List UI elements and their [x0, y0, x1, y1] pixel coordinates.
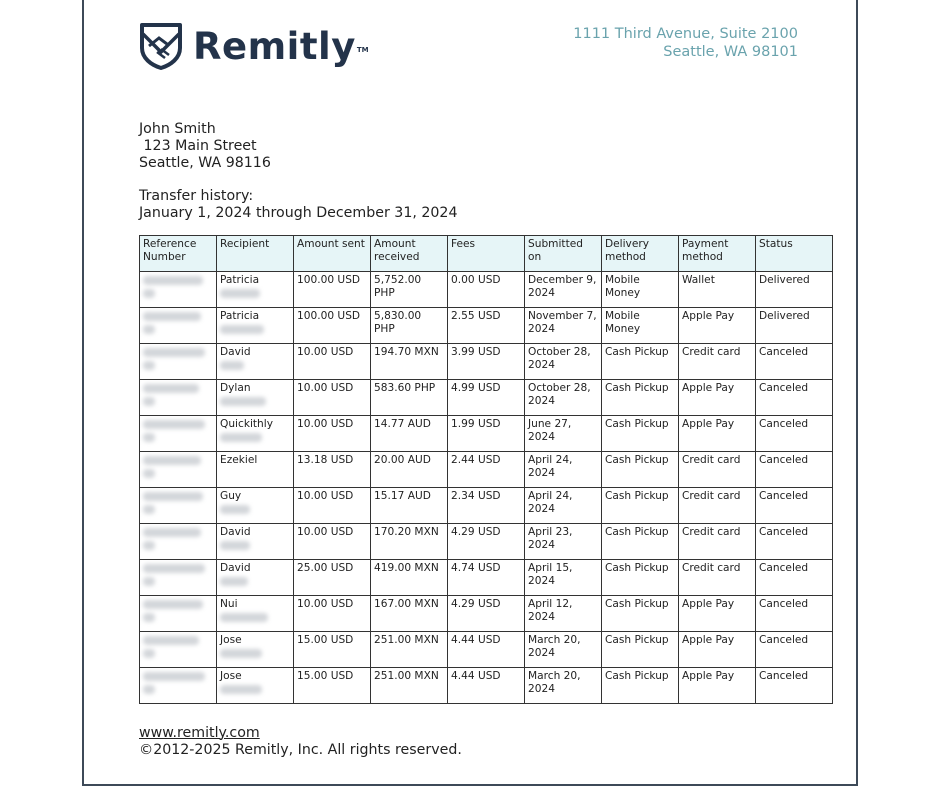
- redacted-surname: [220, 577, 248, 586]
- amount-received-text: 583.60 PHP: [374, 382, 436, 394]
- recipient-text: Jose: [220, 670, 242, 682]
- status-text: Canceled: [759, 382, 809, 394]
- payment-method-text: Apple Pay: [682, 598, 735, 610]
- reference-cell: [140, 560, 217, 596]
- submitted-text: March 20, 2024: [528, 670, 581, 695]
- payment-method-text: Apple Pay: [682, 382, 735, 394]
- reference-cell: [140, 308, 217, 344]
- delivery-method-cell: [602, 524, 679, 560]
- amount-sent-cell: [294, 596, 371, 632]
- header-delivery: Delivery method: [602, 236, 679, 272]
- status-text: Canceled: [759, 454, 809, 466]
- status-cell: [756, 668, 833, 704]
- header-reference: Reference Number: [140, 236, 217, 272]
- redacted-reference: [143, 564, 205, 573]
- amount-received-cell: [371, 524, 448, 560]
- fees-text: 4.99 USD: [451, 382, 501, 394]
- table-row: [140, 596, 833, 632]
- reference-cell: [140, 380, 217, 416]
- recipient-text: Patricia: [220, 274, 260, 286]
- amount-received-text: 5,830.00 PHP: [374, 310, 422, 335]
- delivery-method-cell: [602, 308, 679, 344]
- payment-method-text: Credit card: [682, 454, 741, 466]
- submitted-text: December 9, 2024: [528, 274, 597, 299]
- recipient-cell: [217, 308, 294, 344]
- amount-sent-text: 15.00 USD: [297, 670, 354, 682]
- submitted-cell: [525, 560, 602, 596]
- fees-text: 4.44 USD: [451, 634, 501, 646]
- redacted-reference: [143, 433, 155, 442]
- redacted-reference: [143, 613, 155, 622]
- fees-cell: [448, 308, 525, 344]
- fees-cell: [448, 668, 525, 704]
- status-cell: [756, 344, 833, 380]
- reference-cell: [140, 596, 217, 632]
- redacted-surname: [220, 325, 264, 334]
- fees-text: 1.99 USD: [451, 418, 501, 430]
- company-address-line1: 1111 Third Avenue, Suite 2100: [573, 26, 798, 42]
- amount-sent-text: 13.18 USD: [297, 454, 354, 466]
- amount-received-cell: [371, 272, 448, 308]
- amount-sent-cell: [294, 632, 371, 668]
- fees-text: 4.44 USD: [451, 670, 501, 682]
- fees-cell: [448, 380, 525, 416]
- recipient-cell: [217, 380, 294, 416]
- redacted-reference: [143, 636, 199, 645]
- redacted-surname: [220, 289, 260, 298]
- redacted-surname: [220, 649, 262, 658]
- copyright-text: ©2012-2025 Remitly, Inc. All rights reserved.: [139, 742, 462, 758]
- submitted-cell: [525, 488, 602, 524]
- reference-cell: [140, 272, 217, 308]
- amount-sent-text: 10.00 USD: [297, 346, 354, 358]
- transfer-table: [139, 235, 833, 704]
- amount-received-text: 167.00 MXN: [374, 598, 439, 610]
- fees-cell: [448, 524, 525, 560]
- amount-sent-text: 10.00 USD: [297, 418, 354, 430]
- header-payment: Payment method: [679, 236, 756, 272]
- customer-address: [139, 121, 271, 172]
- submitted-cell: [525, 380, 602, 416]
- table-row: [140, 632, 833, 668]
- fees-cell: [448, 632, 525, 668]
- status-text: Canceled: [759, 346, 809, 358]
- delivery-method-text: Cash Pickup: [605, 598, 669, 610]
- amount-received-text: 20.00 AUD: [374, 454, 431, 466]
- status-cell: [756, 308, 833, 344]
- payment-method-cell: [679, 488, 756, 524]
- brand-name: Remitly: [193, 24, 356, 68]
- table-row: [140, 488, 833, 524]
- payment-method-cell: [679, 344, 756, 380]
- payment-method-text: Apple Pay: [682, 418, 735, 430]
- recipient-text: Quickithly: [220, 418, 273, 430]
- amount-received-text: 251.00 MXN: [374, 670, 439, 682]
- payment-method-cell: [679, 668, 756, 704]
- amount-sent-text: 15.00 USD: [297, 634, 354, 646]
- submitted-text: April 12, 2024: [528, 598, 573, 623]
- redacted-reference: [143, 361, 155, 370]
- history-title: Transfer history:: [139, 188, 254, 204]
- submitted-text: October 28, 2024: [528, 346, 591, 371]
- delivery-method-cell: [602, 272, 679, 308]
- header-fees: Fees: [448, 236, 525, 272]
- payment-method-text: Apple Pay: [682, 634, 735, 646]
- header-recipient: Recipient: [217, 236, 294, 272]
- reference-cell: [140, 344, 217, 380]
- delivery-method-text: Cash Pickup: [605, 562, 669, 574]
- amount-sent-text: 25.00 USD: [297, 562, 354, 574]
- redacted-reference: [143, 289, 155, 298]
- recipient-cell: [217, 488, 294, 524]
- delivery-method-cell: [602, 668, 679, 704]
- recipient-cell: [217, 272, 294, 308]
- redacted-reference: [143, 672, 205, 681]
- delivery-method-text: Cash Pickup: [605, 346, 669, 358]
- delivery-method-text: Cash Pickup: [605, 670, 669, 682]
- redacted-reference: [143, 456, 201, 465]
- status-text: Canceled: [759, 634, 809, 646]
- recipient-text: Ezekiel: [220, 454, 258, 466]
- redacted-reference: [143, 384, 199, 393]
- amount-sent-cell: [294, 344, 371, 380]
- delivery-method-text: Cash Pickup: [605, 526, 669, 538]
- table-header-row: [140, 236, 833, 272]
- submitted-cell: [525, 596, 602, 632]
- payment-method-text: Apple Pay: [682, 310, 735, 322]
- submitted-text: November 7, 2024: [528, 310, 597, 335]
- payment-method-cell: [679, 380, 756, 416]
- redacted-reference: [143, 528, 201, 537]
- amount-received-text: 170.20 MXN: [374, 526, 439, 538]
- recipient-text: Dylan: [220, 382, 251, 394]
- delivery-method-text: Mobile Money: [605, 310, 641, 335]
- amount-sent-cell: [294, 524, 371, 560]
- fees-cell: [448, 416, 525, 452]
- delivery-method-cell: [602, 632, 679, 668]
- recipient-text: Patricia: [220, 310, 260, 322]
- redacted-surname: [220, 397, 266, 406]
- status-text: Canceled: [759, 526, 809, 538]
- header-amount-received: Amount received: [371, 236, 448, 272]
- amount-received-text: 251.00 MXN: [374, 634, 439, 646]
- delivery-method-cell: [602, 416, 679, 452]
- recipient-cell: [217, 560, 294, 596]
- redacted-reference: [143, 469, 155, 478]
- fees-text: 2.55 USD: [451, 310, 501, 322]
- amount-received-cell: [371, 452, 448, 488]
- status-text: Canceled: [759, 490, 809, 502]
- amount-sent-cell: [294, 272, 371, 308]
- table-row: [140, 308, 833, 344]
- payment-method-text: Apple Pay: [682, 670, 735, 682]
- recipient-text: Nui: [220, 598, 238, 610]
- submitted-text: April 24, 2024: [528, 454, 573, 479]
- amount-received-cell: [371, 344, 448, 380]
- redacted-reference: [143, 397, 155, 406]
- amount-received-cell: [371, 416, 448, 452]
- recipient-cell: [217, 416, 294, 452]
- reference-cell: [140, 524, 217, 560]
- company-address-line2: Seattle, WA 98101: [663, 44, 798, 60]
- reference-cell: [140, 416, 217, 452]
- payment-method-cell: [679, 524, 756, 560]
- header-submitted: Submitted on: [525, 236, 602, 272]
- amount-received-text: 5,752.00 PHP: [374, 274, 422, 299]
- redacted-reference: [143, 276, 203, 285]
- amount-received-cell: [371, 380, 448, 416]
- delivery-method-text: Cash Pickup: [605, 490, 669, 502]
- delivery-method-text: Cash Pickup: [605, 382, 669, 394]
- status-cell: [756, 452, 833, 488]
- amount-received-cell: [371, 632, 448, 668]
- status-cell: [756, 272, 833, 308]
- amount-sent-text: 100.00 USD: [297, 310, 361, 322]
- reference-cell: [140, 632, 217, 668]
- amount-received-text: 194.70 MXN: [374, 346, 439, 358]
- submitted-text: June 27, 2024: [528, 418, 572, 443]
- fees-text: 4.29 USD: [451, 526, 501, 538]
- redacted-surname: [220, 541, 250, 550]
- table-row: [140, 380, 833, 416]
- status-cell: [756, 524, 833, 560]
- status-text: Canceled: [759, 562, 809, 574]
- fees-text: 3.99 USD: [451, 346, 501, 358]
- redacted-reference: [143, 312, 201, 321]
- status-cell: [756, 632, 833, 668]
- delivery-method-cell: [602, 344, 679, 380]
- history-heading: [139, 188, 457, 222]
- redacted-surname: [220, 505, 250, 514]
- payment-method-cell: [679, 560, 756, 596]
- status-cell: [756, 560, 833, 596]
- submitted-text: April 24, 2024: [528, 490, 573, 515]
- redacted-reference: [143, 541, 155, 550]
- status-cell: [756, 488, 833, 524]
- table-row: [140, 452, 833, 488]
- recipient-text: Jose: [220, 634, 242, 646]
- fees-cell: [448, 344, 525, 380]
- amount-received-text: 15.17 AUD: [374, 490, 431, 502]
- payment-method-text: Credit card: [682, 526, 741, 538]
- customer-street: 123 Main Street: [139, 138, 257, 154]
- status-text: Canceled: [759, 598, 809, 610]
- reference-cell: [140, 668, 217, 704]
- table-body: [140, 272, 833, 704]
- redacted-reference: [143, 492, 203, 501]
- amount-received-cell: [371, 668, 448, 704]
- amount-received-cell: [371, 488, 448, 524]
- table-row: [140, 272, 833, 308]
- amount-sent-text: 100.00 USD: [297, 274, 361, 286]
- redacted-surname: [220, 613, 268, 622]
- submitted-text: March 20, 2024: [528, 634, 581, 659]
- header-amount-sent: Amount sent: [294, 236, 371, 272]
- header-status: Status: [756, 236, 833, 272]
- redacted-surname: [220, 685, 262, 694]
- fees-text: 4.74 USD: [451, 562, 501, 574]
- recipient-cell: [217, 524, 294, 560]
- payment-method-cell: [679, 452, 756, 488]
- status-text: Canceled: [759, 670, 809, 682]
- table-row: [140, 668, 833, 704]
- recipient-text: Guy: [220, 490, 242, 502]
- statement-page: [82, 0, 858, 786]
- amount-sent-text: 10.00 USD: [297, 526, 354, 538]
- fees-cell: [448, 272, 525, 308]
- delivery-method-text: Cash Pickup: [605, 418, 669, 430]
- table-row: [140, 560, 833, 596]
- amount-sent-cell: [294, 560, 371, 596]
- customer-name: John Smith: [139, 121, 216, 137]
- fees-cell: [448, 488, 525, 524]
- fees-text: 0.00 USD: [451, 274, 501, 286]
- submitted-text: April 23, 2024: [528, 526, 573, 551]
- delivery-method-cell: [602, 596, 679, 632]
- submitted-cell: [525, 272, 602, 308]
- payment-method-cell: [679, 308, 756, 344]
- recipient-text: David: [220, 562, 251, 574]
- redacted-reference: [143, 649, 155, 658]
- submitted-cell: [525, 416, 602, 452]
- table-row: [140, 344, 833, 380]
- recipient-text: David: [220, 346, 251, 358]
- submitted-cell: [525, 344, 602, 380]
- amount-sent-text: 10.00 USD: [297, 382, 354, 394]
- payment-method-cell: [679, 416, 756, 452]
- fees-text: 2.34 USD: [451, 490, 501, 502]
- redacted-reference: [143, 325, 155, 334]
- amount-sent-cell: [294, 416, 371, 452]
- amount-received-cell: [371, 596, 448, 632]
- submitted-cell: [525, 524, 602, 560]
- recipient-cell: [217, 668, 294, 704]
- status-cell: [756, 380, 833, 416]
- trademark-mark: TM: [356, 46, 369, 54]
- recipient-text: David: [220, 526, 251, 538]
- delivery-method-cell: [602, 560, 679, 596]
- status-text: Canceled: [759, 418, 809, 430]
- payment-method-text: Credit card: [682, 562, 741, 574]
- redacted-surname: [220, 433, 262, 442]
- status-cell: [756, 416, 833, 452]
- table-row: [140, 416, 833, 452]
- remitly-logo: [139, 22, 369, 70]
- customer-city: Seattle, WA 98116: [139, 155, 271, 171]
- footer: [139, 725, 462, 759]
- delivery-method-text: Mobile Money: [605, 274, 641, 299]
- payment-method-cell: [679, 632, 756, 668]
- status-cell: [756, 596, 833, 632]
- recipient-cell: [217, 344, 294, 380]
- amount-received-cell: [371, 308, 448, 344]
- delivery-method-text: Cash Pickup: [605, 454, 669, 466]
- submitted-cell: [525, 452, 602, 488]
- redacted-reference: [143, 420, 205, 429]
- history-range: January 1, 2024 through December 31, 2024: [139, 205, 458, 221]
- amount-sent-cell: [294, 452, 371, 488]
- status-text: Delivered: [759, 310, 810, 322]
- amount-sent-cell: [294, 380, 371, 416]
- redacted-reference: [143, 600, 203, 609]
- submitted-cell: [525, 632, 602, 668]
- fees-cell: [448, 452, 525, 488]
- payment-method-text: Credit card: [682, 346, 741, 358]
- recipient-cell: [217, 632, 294, 668]
- table-row: [140, 524, 833, 560]
- fees-text: 2.44 USD: [451, 454, 501, 466]
- payment-method-cell: [679, 596, 756, 632]
- reference-cell: [140, 488, 217, 524]
- delivery-method-cell: [602, 380, 679, 416]
- recipient-cell: [217, 452, 294, 488]
- company-address: [573, 25, 798, 61]
- redacted-reference: [143, 348, 205, 357]
- fees-text: 4.29 USD: [451, 598, 501, 610]
- amount-sent-cell: [294, 488, 371, 524]
- fees-cell: [448, 560, 525, 596]
- amount-sent-cell: [294, 308, 371, 344]
- remitly-website-link[interactable]: www.remitly.com: [139, 725, 260, 741]
- submitted-text: April 15, 2024: [528, 562, 573, 587]
- payment-method-text: Wallet: [682, 274, 715, 286]
- reference-cell: [140, 452, 217, 488]
- amount-sent-cell: [294, 668, 371, 704]
- payment-method-text: Credit card: [682, 490, 741, 502]
- amount-sent-text: 10.00 USD: [297, 490, 354, 502]
- amount-received-text: 14.77 AUD: [374, 418, 431, 430]
- delivery-method-cell: [602, 452, 679, 488]
- redacted-reference: [143, 685, 155, 694]
- status-text: Delivered: [759, 274, 810, 286]
- redacted-reference: [143, 577, 155, 586]
- redacted-reference: [143, 505, 155, 514]
- amount-sent-text: 10.00 USD: [297, 598, 354, 610]
- submitted-cell: [525, 668, 602, 704]
- redacted-surname: [220, 361, 244, 370]
- payment-method-cell: [679, 272, 756, 308]
- delivery-method-text: Cash Pickup: [605, 634, 669, 646]
- delivery-method-cell: [602, 488, 679, 524]
- recipient-cell: [217, 596, 294, 632]
- amount-received-text: 419.00 MXN: [374, 562, 439, 574]
- submitted-cell: [525, 308, 602, 344]
- amount-received-cell: [371, 560, 448, 596]
- fees-cell: [448, 596, 525, 632]
- shield-handshake-icon: [139, 22, 183, 70]
- submitted-text: October 28, 2024: [528, 382, 591, 407]
